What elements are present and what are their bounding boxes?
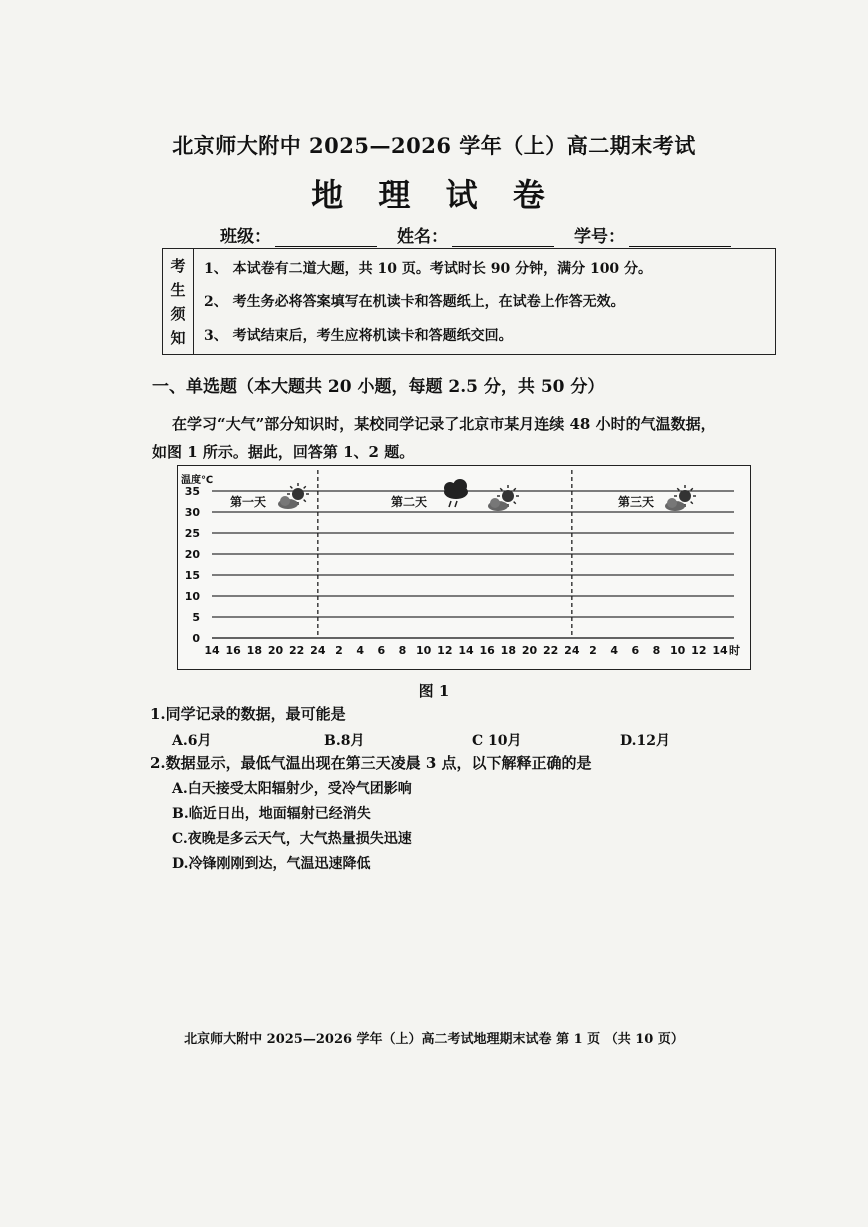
x-tick-label: 20 <box>521 644 538 657</box>
rain-cloud-icon <box>444 479 468 507</box>
x-tick-label: 14 <box>458 644 474 657</box>
notice-label-char: 考 <box>170 256 186 275</box>
name-label: 姓名： <box>397 227 448 247</box>
x-tick-label: 18 <box>500 644 516 657</box>
notice-label-char: 知 <box>170 329 186 348</box>
partly-cloudy-icon <box>488 485 519 511</box>
question-1-stem: 1.同学记录的数据，最可能是 <box>150 705 346 723</box>
page-footer: 北京师大附中 2025—2026 学年（上）高二考试地理期末试卷 第 1 页 （共 10 页） <box>184 1032 684 1047</box>
x-tick-label: 12 <box>691 644 707 657</box>
partly-cloudy-icon <box>278 483 309 509</box>
notice-item: 2、 考生务必将答案填写在机读卡和答题纸上，在试卷上作答无效。 <box>204 294 625 311</box>
x-tick-label: 10 <box>670 644 686 657</box>
day-label: 第一天 <box>230 495 267 509</box>
question-2-stem: 2.数据显示，最低气温出现在第三天凌晨 3 点，以下解释正确的是 <box>150 754 592 772</box>
y-axis-label: 温度℃ <box>181 475 214 486</box>
option-d[interactable]: D.12月 <box>620 733 670 749</box>
class-blank[interactable] <box>275 228 377 247</box>
intro-line-2: 如图 1 所示。据此，回答第 1、2 题。 <box>152 443 415 461</box>
x-tick-label: 20 <box>267 644 284 657</box>
notice-label-char: 须 <box>170 305 186 324</box>
option-a[interactable]: A.6月 <box>172 733 212 749</box>
x-tick-label: 24 <box>564 644 580 657</box>
student-info-row <box>220 222 751 247</box>
y-tick-label: 0 <box>192 632 200 645</box>
y-tick-label: 10 <box>184 590 200 603</box>
intro-line-1: 在学习“大气”部分知识时，某校同学记录了北京市某月连续 48 小时的气温数据， <box>172 415 716 433</box>
partly-cloudy-icon <box>665 485 696 511</box>
id-blank[interactable] <box>629 228 731 247</box>
y-tick-label: 30 <box>184 506 200 519</box>
id-field <box>574 222 731 247</box>
question-2-options <box>172 777 592 877</box>
question-1 <box>150 703 710 754</box>
x-tick-label: 10 <box>416 644 432 657</box>
x-tick-label: 6 <box>377 644 386 657</box>
x-tick-label: 14 <box>712 644 728 657</box>
y-tick-label: 20 <box>184 548 200 561</box>
question-intro <box>152 410 772 466</box>
x-tick-label: 2 <box>589 644 597 657</box>
x-unit-label: 时 <box>729 644 740 657</box>
temperature-chart <box>177 465 751 670</box>
notice-label <box>163 249 194 354</box>
school-title: 北京师大附中 2025—2026 学年（上）高二期末考试 <box>172 133 696 158</box>
y-tick-label: 5 <box>192 611 200 624</box>
x-tick-label: 22 <box>289 644 305 657</box>
x-tick-label: 8 <box>652 644 661 657</box>
section-title: 一、单选题（本大题共 20 小题，每题 2.5 分，共 50 分） <box>152 377 605 397</box>
x-tick-label: 24 <box>310 644 326 657</box>
x-tick-label: 18 <box>246 644 262 657</box>
option-d[interactable]: D.冷锋刚刚到达，气温迅速降低 <box>172 856 371 872</box>
notice-item: 3、 考试结束后，考生应将机读卡和答题纸交回。 <box>204 328 513 345</box>
y-tick-label: 35 <box>184 485 200 498</box>
name-field <box>397 222 554 247</box>
question-2 <box>150 752 592 877</box>
exam-notice-box <box>162 248 776 355</box>
x-tick-label: 2 <box>335 644 343 657</box>
notice-item: 1、 本试卷有二道大题，共 10 页。考试时长 90 分钟，满分 100 分。 <box>204 260 653 277</box>
x-tick-label: 6 <box>631 644 640 657</box>
subject-title: 地 理 试 卷 <box>311 176 557 214</box>
x-tick-label: 12 <box>437 644 453 657</box>
y-tick-label: 25 <box>184 527 200 540</box>
x-tick-label: 4 <box>610 644 618 657</box>
id-label: 学号： <box>574 227 625 247</box>
notice-items <box>194 249 775 354</box>
option-b[interactable]: B.临近日出，地面辐射已经消失 <box>172 806 371 822</box>
question-1-options <box>150 730 710 754</box>
x-tick-label: 14 <box>204 644 220 657</box>
notice-label-char: 生 <box>170 280 186 299</box>
option-c[interactable]: C 10月 <box>472 733 522 749</box>
x-tick-label: 4 <box>356 644 364 657</box>
x-tick-label: 8 <box>398 644 407 657</box>
option-b[interactable]: B.8月 <box>324 733 365 749</box>
y-tick-label: 15 <box>184 569 200 582</box>
option-a[interactable]: A.白天接受太阳辐射少，受冷气团影响 <box>172 781 412 797</box>
day-label: 第三天 <box>618 495 655 509</box>
figure-caption: 图 1 <box>418 682 450 700</box>
x-tick-label: 16 <box>225 644 241 657</box>
x-tick-label: 16 <box>479 644 495 657</box>
option-c[interactable]: C.夜晚是多云天气，大气热量损失迅速 <box>172 831 412 847</box>
day-label: 第二天 <box>391 495 428 509</box>
class-label: 班级： <box>220 227 271 247</box>
temperature-chart-svg <box>178 466 750 669</box>
x-tick-label: 22 <box>543 644 559 657</box>
class-field <box>220 222 377 247</box>
name-blank[interactable] <box>452 228 554 247</box>
